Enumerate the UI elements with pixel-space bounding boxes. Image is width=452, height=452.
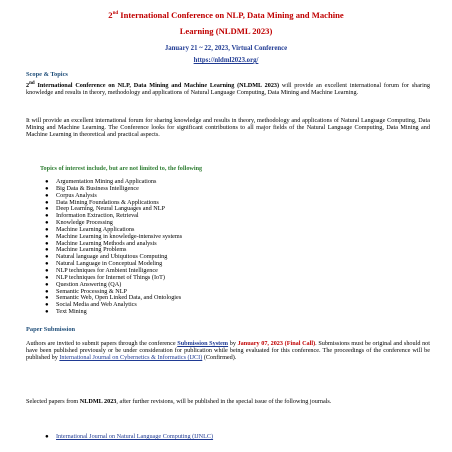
bullet-icon: ●: [45, 185, 49, 192]
list-item: ● Natural Language in Conceptual Modeling: [45, 260, 163, 268]
bullet-icon: ●: [45, 309, 49, 316]
list-item: ● Deep Learning, Neural Languages and NLP: [45, 205, 165, 213]
list-item: ● Information Extraction, Retrieval: [45, 212, 139, 220]
bullet-icon: ●: [45, 295, 49, 302]
bullet-icon: ●: [45, 261, 49, 268]
list-item: ● Social Media and Web Analytics: [45, 301, 137, 309]
ijci-journal-link[interactable]: International Journal on Cybernetics & Informatics (IJCI): [59, 354, 203, 362]
deadline-text: January 07, 2023 (Final Call): [237, 340, 316, 347]
journal-list-item: [45, 433, 214, 440]
bullet-icon: ●: [45, 213, 49, 220]
list-item: ● Corpus Analysis: [45, 191, 97, 199]
list-item: ● Machine Learning Methods and analysis: [45, 239, 157, 247]
bullet-icon: ●: [45, 179, 49, 185]
submission-system-link[interactable]: Submission System: [177, 340, 229, 347]
list-item: ● Data Mining Foundations & Applications: [45, 198, 159, 206]
bullet-icon: ●: [45, 226, 49, 233]
conference-dates: January 21 ~ 22, 2023, Virtual Conference: [164, 45, 288, 52]
scope-heading: Scope & Topics: [26, 71, 68, 78]
topics-heading: Topics of interest include, but are not limited to, the following: [40, 165, 203, 172]
list-item: ● Machine Learning Applications: [45, 225, 135, 233]
list-item: ● NLP techniques for Ambient Intelligence: [45, 266, 158, 274]
conference-title-line1: 2nd International Conference on NLP, Data Mining and Machine: [108, 10, 344, 20]
list-item: ● Machine Learning Problems: [45, 246, 127, 254]
list-item: ● Machine Learning in knowledge-intensive systems: [45, 232, 183, 240]
list-item: ● Natural language and Ubiquitous Computing: [45, 253, 168, 261]
list-item: ● Knowledge Processing: [45, 219, 113, 227]
ijnlc-journal-link[interactable]: International Journal on Natural Language Computing (IJNLC): [56, 433, 214, 440]
list-item: ● Semantic Processing & NLP: [45, 287, 127, 295]
bullet-icon: ●: [45, 254, 49, 261]
list-item: ● NLP techniques for Internet of Things (IoT): [45, 273, 165, 281]
bullet-icon: ●: [45, 274, 49, 281]
conference-url-link[interactable]: https://nldml2023.org/: [193, 57, 259, 64]
scope-paragraph-2: It will provide an excellent international forum for sharing knowledge and results in theory, methodology and applications of Natural Language Computing, Data Mining and Machine Learning. The Conference looks for significant contributions to all major fields of the Natural Language Computing, Data Mining and Machine Learning in theoretical and practical aspects.: [26, 117, 430, 139]
list-item: ● Big Data & Business Intelligence: [45, 184, 139, 192]
list-item: ● Argumentation Mining and Applications: [45, 178, 157, 185]
scope-paragraph-1: 2nd International Conference on NLP, Data Mining and Machine Learning (NLDML 2023) will provide an excellent international forum for sharing knowledge and results in theory, methodology and applications of Natural Language Computing, Data Mining and Machine Learning.: [26, 80, 430, 97]
list-item: ● Text Mining: [45, 308, 87, 316]
topics-list: [45, 178, 183, 316]
bullet-icon: ●: [45, 233, 49, 240]
bullet-icon: ●: [45, 281, 49, 288]
bullet-icon: ●: [45, 302, 49, 309]
bullet-icon: ●: [45, 267, 49, 274]
bullet-icon: ●: [45, 288, 49, 295]
paper-submission-heading: Paper Submission: [26, 326, 76, 333]
selected-papers-paragraph: Selected papers from NLDML 2023, after further revisions, will be published in the special issue of the following journals.: [26, 398, 332, 405]
conference-title-line2: Learning (NLDML 2023): [179, 26, 273, 36]
bullet-icon: ●: [45, 192, 49, 199]
bullet-icon: ●: [45, 247, 49, 254]
list-item: ● Question Answering (QA): [45, 280, 122, 288]
list-item: ● Semantic Web, Open Linked Data, and Ontologies: [45, 294, 182, 302]
bullet-icon: ●: [45, 220, 49, 227]
submission-paragraph: Authors are invited to submit papers through the conference Submission System by January 07, 2023 (Final Call). Submissions must be original and should not have been published previously or be under consideration for publication while being evaluated for this conference. The proceedings of the conference will be published by International Journal on Cybernetics & Informatics (IJCI) (Confirmed).: [26, 340, 430, 362]
bullet-icon: ●: [45, 240, 49, 247]
bullet-icon: ●: [45, 433, 49, 440]
bullet-icon: ●: [45, 206, 49, 213]
bullet-icon: ●: [45, 199, 49, 206]
